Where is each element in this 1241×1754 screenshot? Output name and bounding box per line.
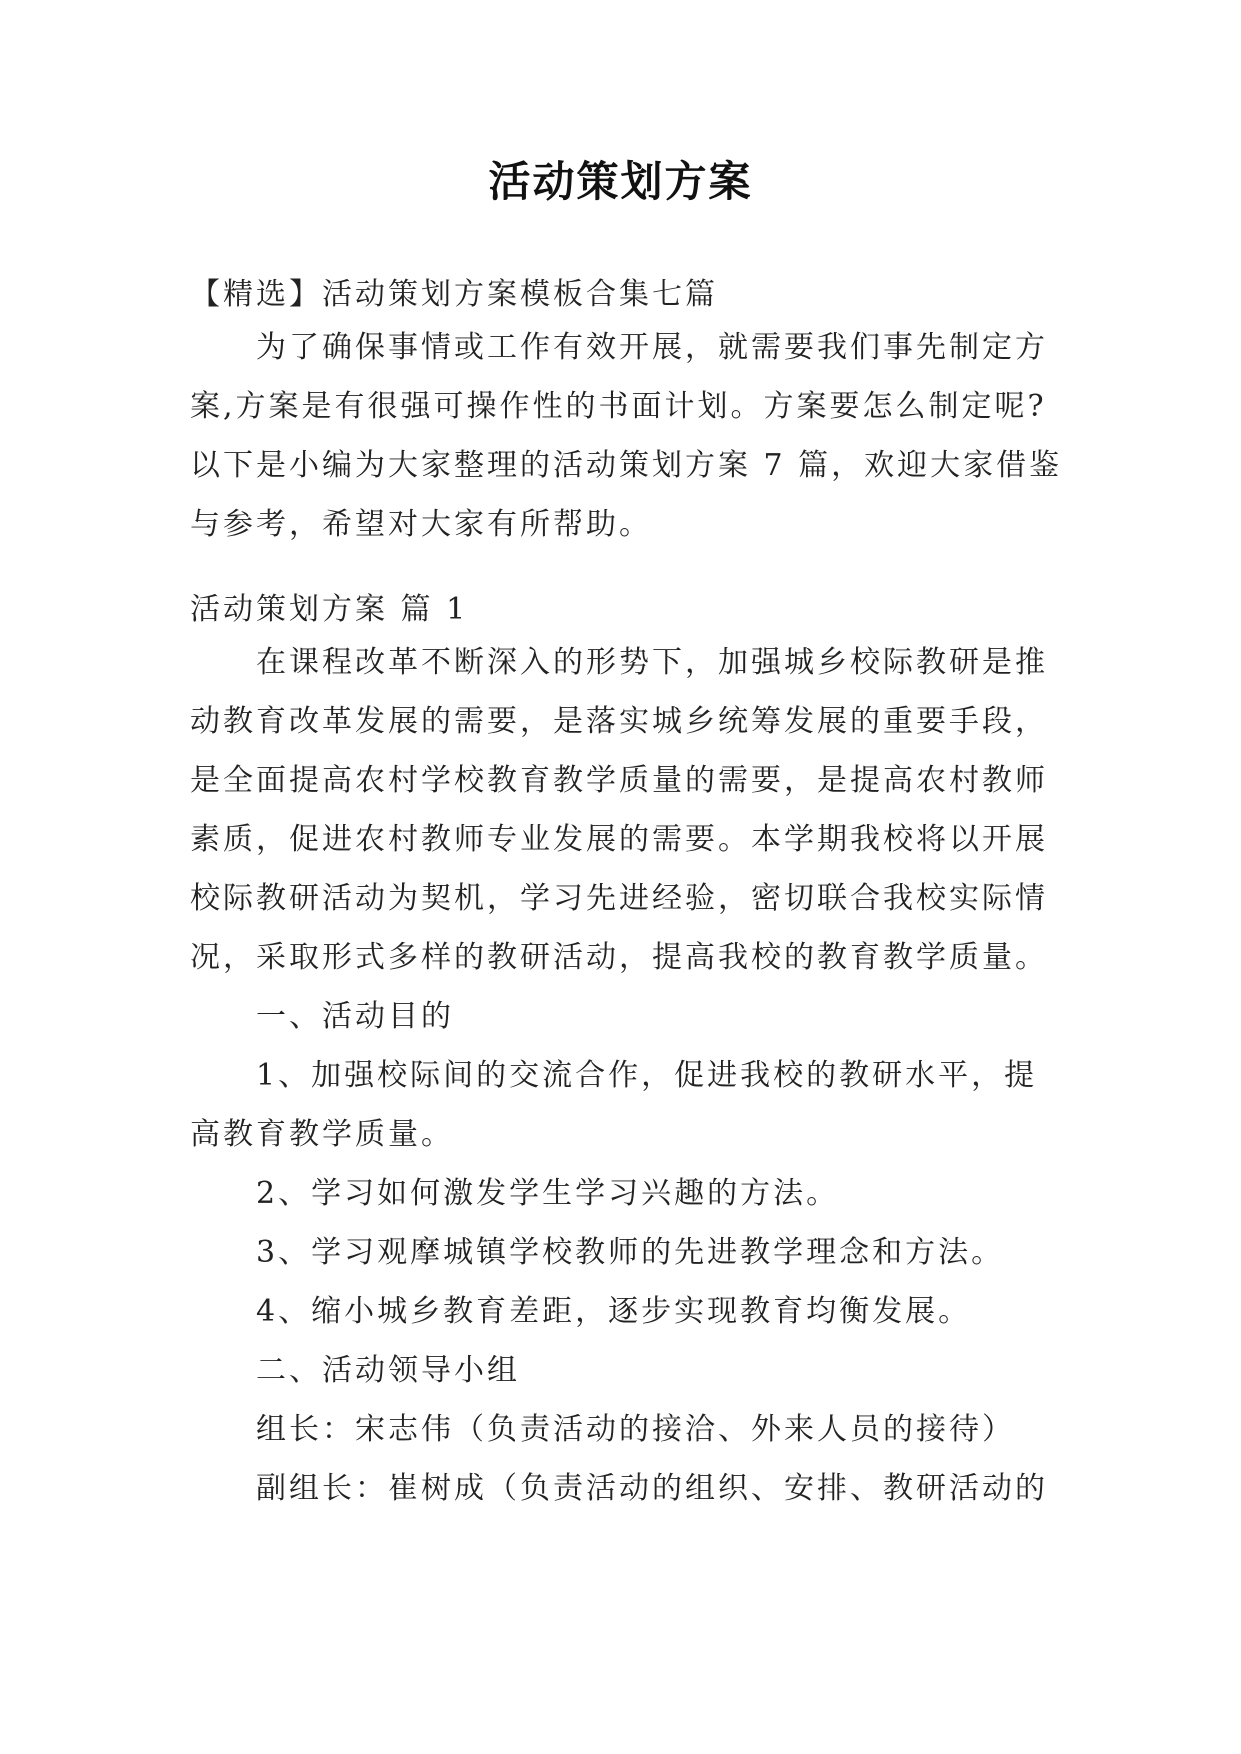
body-line: 况，采取形式多样的教研活动，提高我校的教育教学质量。: [190, 940, 1048, 975]
body-line: 2、学习如何激发学生学习兴趣的方法。: [256, 1176, 840, 1211]
body-line: 副组长：崔树成（负责活动的组织、安排、教研活动的: [256, 1471, 1048, 1506]
body-line: 素质，促进农村教师专业发展的需要。本学期我校将以开展: [190, 822, 1048, 857]
heading-line: 二、活动领导小组: [256, 1353, 520, 1388]
intro-line: 案,方案是有很强可操作性的书面计划。方案要怎么制定呢?: [190, 389, 1047, 424]
intro-line: 以下是小编为大家整理的活动策划方案 7 篇，欢迎大家借鉴: [190, 448, 1063, 483]
section-body: [190, 633, 1060, 1518]
body-line: 组长：宋志伟（负责活动的接洽、外来人员的接待）: [256, 1412, 1015, 1447]
document-title: 活动策划方案: [488, 157, 753, 206]
section-heading-block: [190, 580, 1060, 639]
body-line: 高教育教学质量。: [190, 1117, 454, 1152]
section-heading: 活动策划方案 篇 1: [190, 592, 469, 627]
document-subtitle: 【精选】活动策划方案模板合集七篇: [190, 277, 718, 312]
subtitle-block: [190, 265, 1060, 324]
body-line: 在课程改革不断深入的形势下，加强城乡校际教研是推: [256, 645, 1048, 680]
intro-line: 为了确保事情或工作有效开展，就需要我们事先制定方: [256, 330, 1048, 365]
body-line: 校际教研活动为契机，学习先进经验，密切联合我校实际情: [190, 881, 1048, 916]
body-line: 是全面提高农村学校教育教学质量的需要，是提高农村教师: [190, 763, 1048, 798]
body-line: 3、学习观摩城镇学校教师的先进教学理念和方法。: [256, 1235, 1005, 1270]
body-line: 动教育改革发展的需要，是落实城乡统筹发展的重要手段，: [190, 704, 1048, 739]
body-line: 4、缩小城乡教育差距，逐步实现教育均衡发展。: [256, 1294, 972, 1329]
heading-line: 一、活动目的: [256, 999, 454, 1034]
intro-line: 与参考，希望对大家有所帮助。: [190, 507, 652, 542]
intro-paragraph: [190, 318, 1063, 554]
body-line: 1、加强校际间的交流合作，促进我校的教研水平，提: [256, 1058, 1038, 1093]
